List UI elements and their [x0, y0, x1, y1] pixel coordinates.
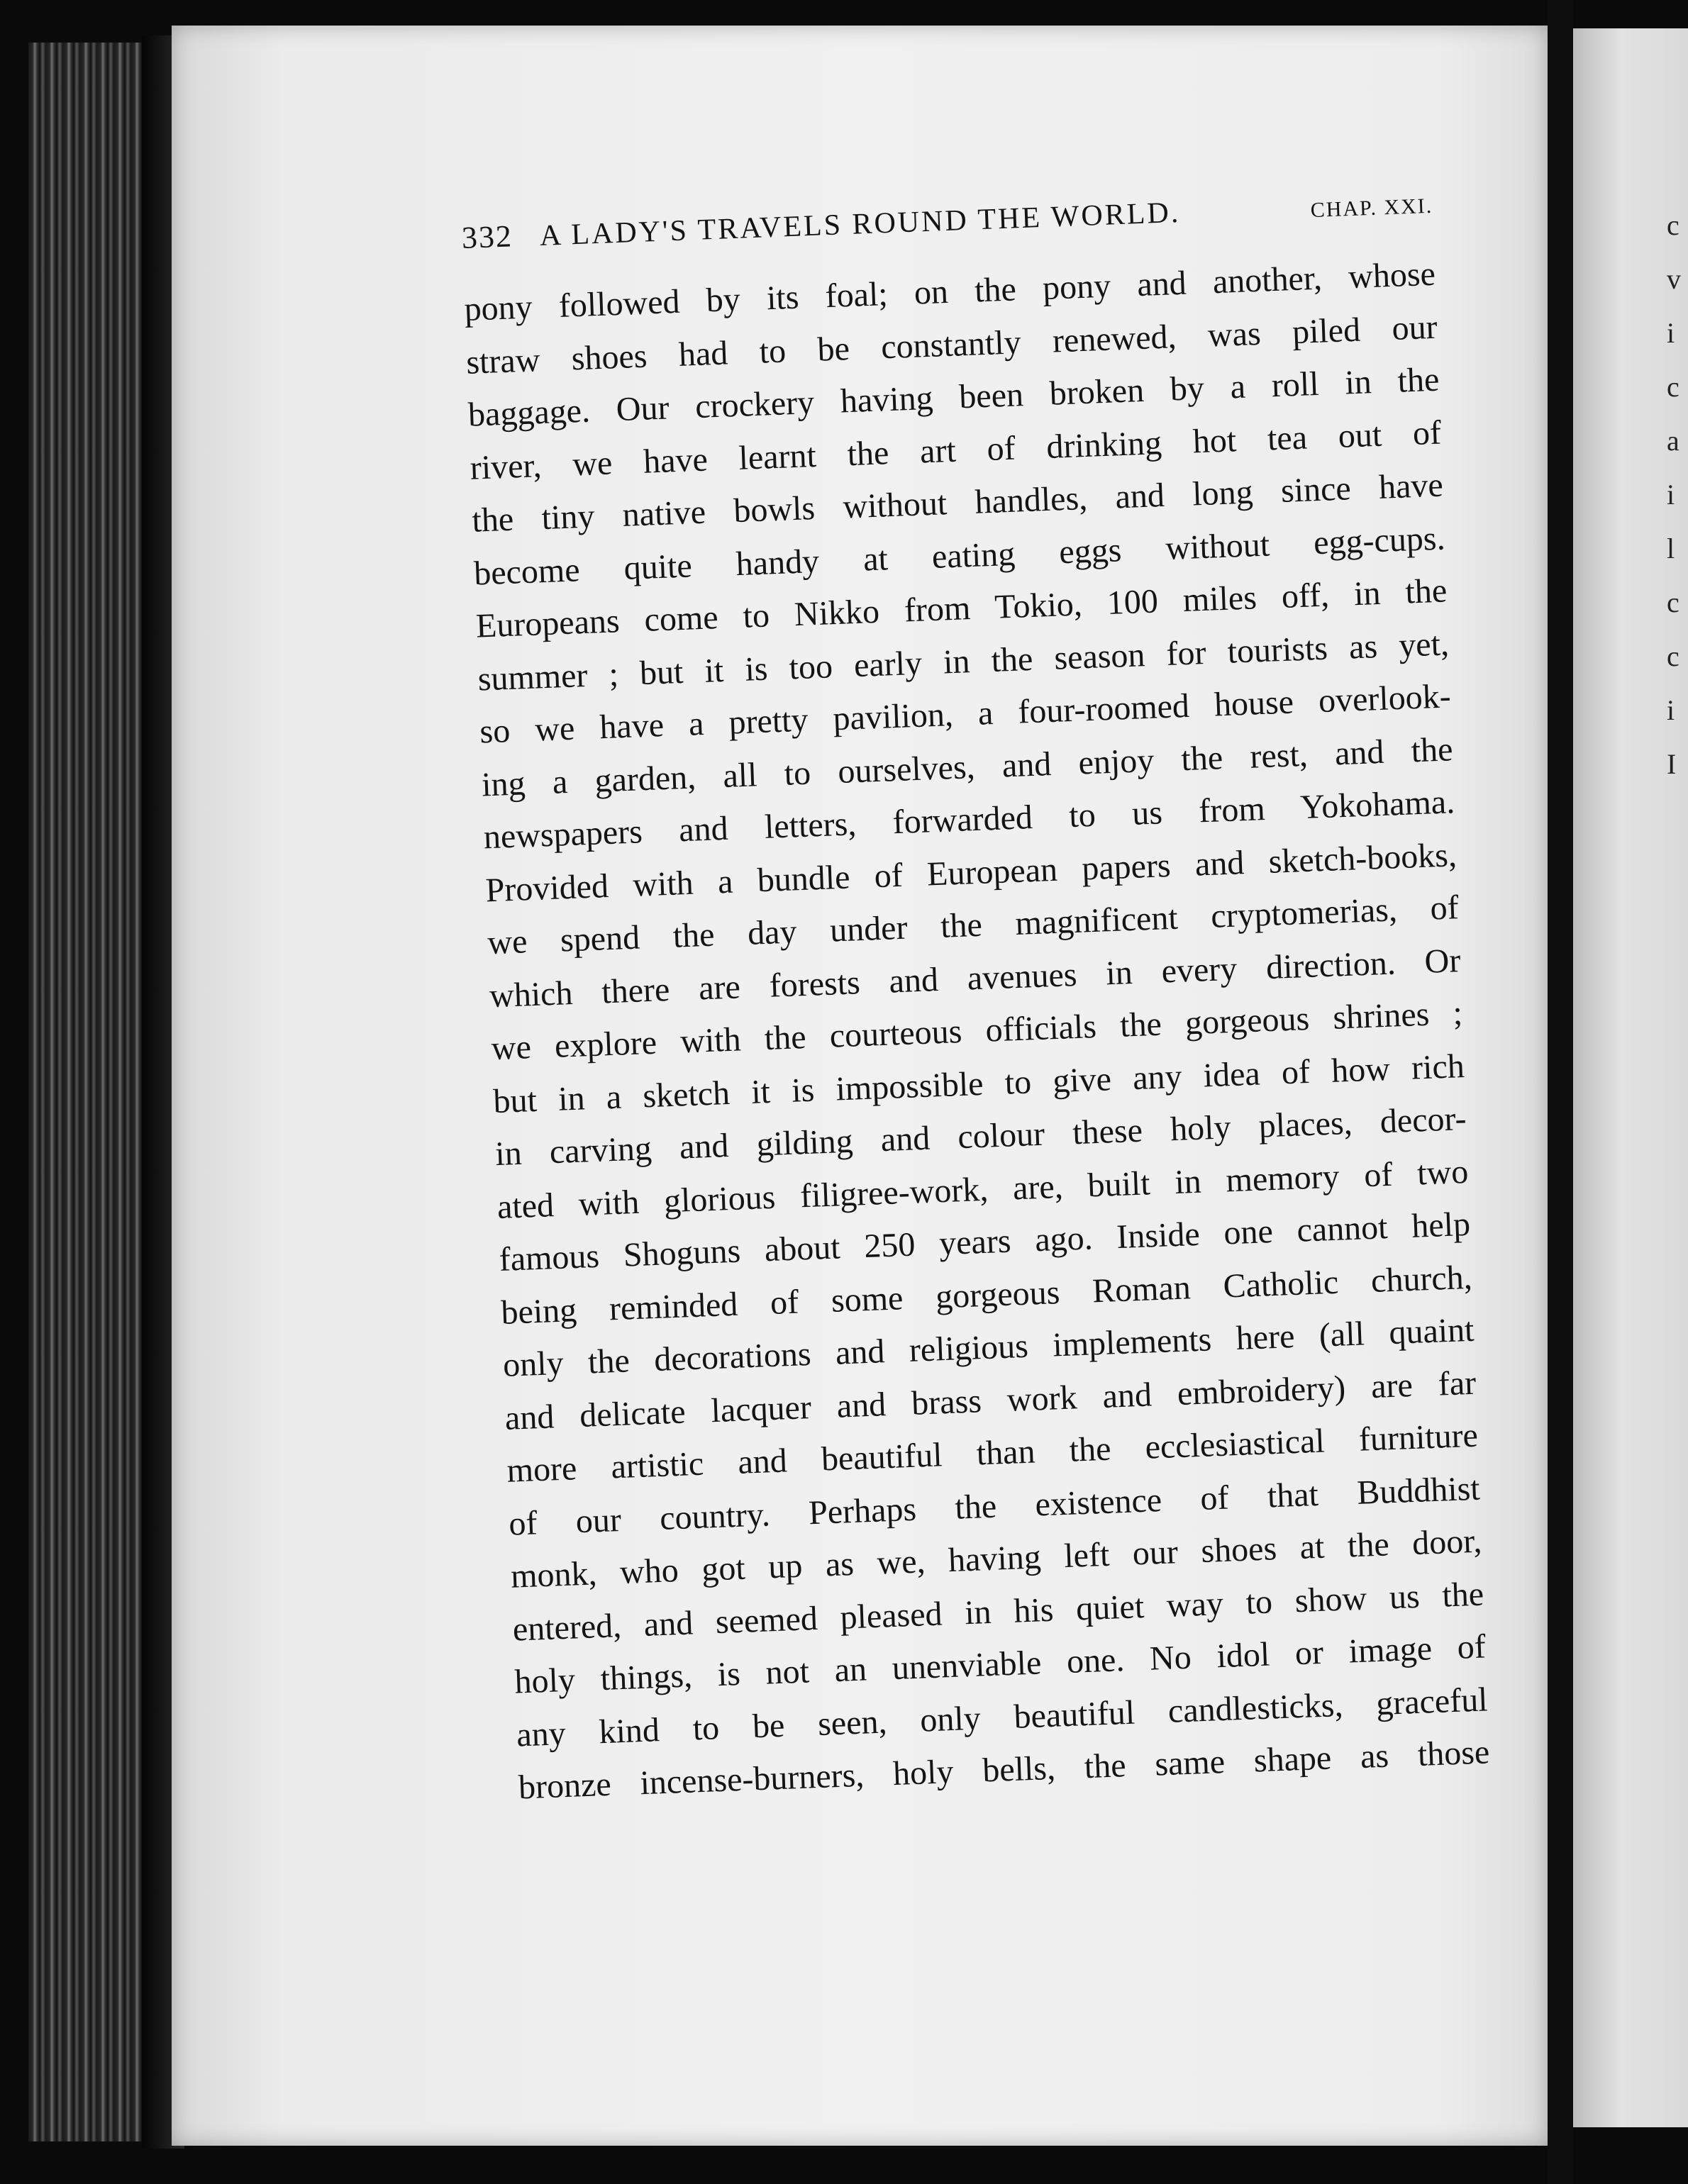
text-line: Provided with a bundle of European papers and sketch-books, [484, 835, 1457, 909]
text-line: pony followed by its foal; on the pony and another, whose [463, 255, 1436, 328]
page-number: 332 [461, 218, 513, 255]
text-line: become quite handy at eating eggs without egg-cups. [473, 518, 1446, 593]
next-page-letter: c [1667, 586, 1679, 618]
next-page-letter: l [1667, 533, 1675, 564]
text-line: baggage. Our crockery having been broken by a roll in the [467, 360, 1440, 434]
text-line: entered, and seemed pleased in his quiet way to show us the [511, 1574, 1484, 1649]
text-line: of our country. Perhaps the existence of that Buddhist [508, 1469, 1481, 1543]
page-gap [1548, 0, 1573, 2184]
text-line: but in a sketch it is impossible to give any idea of how rich [492, 1047, 1465, 1120]
text-line: monk, who got up as we, having left our shoes at the door, [510, 1522, 1483, 1595]
text-line: newspapers and letters, forwarded to us from Yokohama. [482, 783, 1455, 857]
text-line: only the decorations and religious implements here (all quaint [502, 1310, 1475, 1384]
chapter-label: CHAP. XXI. [1310, 194, 1433, 223]
text-line: and delicate lacquer and brass work and embroidery) are far [504, 1364, 1477, 1437]
next-page-letter: c [1667, 371, 1679, 403]
text-line: bronze incense-burners, holy bells, the same shape as those [518, 1733, 1491, 1807]
text-line: ated with glorious filigree-work, are, built in memory of two [496, 1152, 1470, 1226]
text-line: summer ; but it is too early in the season for tourists as yet, [477, 624, 1450, 698]
text-line: the tiny native bowls without handles, and long since have [471, 466, 1444, 540]
text-line: we spend the day under the magnificent cryptomerias, of [487, 888, 1460, 962]
running-title: A LADY'S TRAVELS ROUND THE WORLD. [539, 196, 1182, 252]
next-page-letter: a [1667, 425, 1679, 457]
next-page-letter: i [1667, 479, 1675, 511]
text-line: so we have a pretty pavilion, a four-roomed house overlook- [479, 677, 1452, 751]
text-line: holy things, is not an unenviable one. No idol or image of [513, 1627, 1487, 1701]
text-line: famous Shoguns about 250 years ago. Inside one cannot help [498, 1205, 1471, 1278]
text-line: which there are forests and avenues in every direction. Or [489, 941, 1462, 1015]
next-page-letter: i [1667, 694, 1675, 726]
next-page-letter: c [1667, 209, 1679, 241]
next-page-letter: i [1667, 317, 1675, 349]
text-line: we explore with the courteous officials the gorgeous shrines ; [490, 994, 1463, 1068]
body-text [463, 248, 1490, 1815]
text-line: river, we have learnt the art of drinking hot tea out of [469, 413, 1442, 487]
next-page-text-fragment [1667, 199, 1688, 791]
text-line: ing a garden, all to ourselves, and enjoy the rest, and the [481, 730, 1454, 803]
text-line: straw shoes had to be constantly renewed, was piled our [465, 308, 1438, 381]
text-line: more artistic and beautiful than the ecclesiastical furniture [506, 1416, 1479, 1490]
page-text-block [461, 184, 1491, 1815]
next-page-letter: I [1667, 748, 1677, 780]
text-line: any kind to be seen, only beautiful candlesticks, graceful [516, 1680, 1489, 1754]
next-page-letter: c [1667, 640, 1679, 672]
text-line: being reminded of some gorgeous Roman Catholic church, [500, 1258, 1473, 1332]
text-line: Europeans come to Nikko from Tokio, 100 miles off, in the [475, 572, 1448, 645]
next-page-letter: v [1667, 263, 1681, 295]
text-line: in carving and gilding and colour these holy places, decor- [494, 1099, 1467, 1174]
